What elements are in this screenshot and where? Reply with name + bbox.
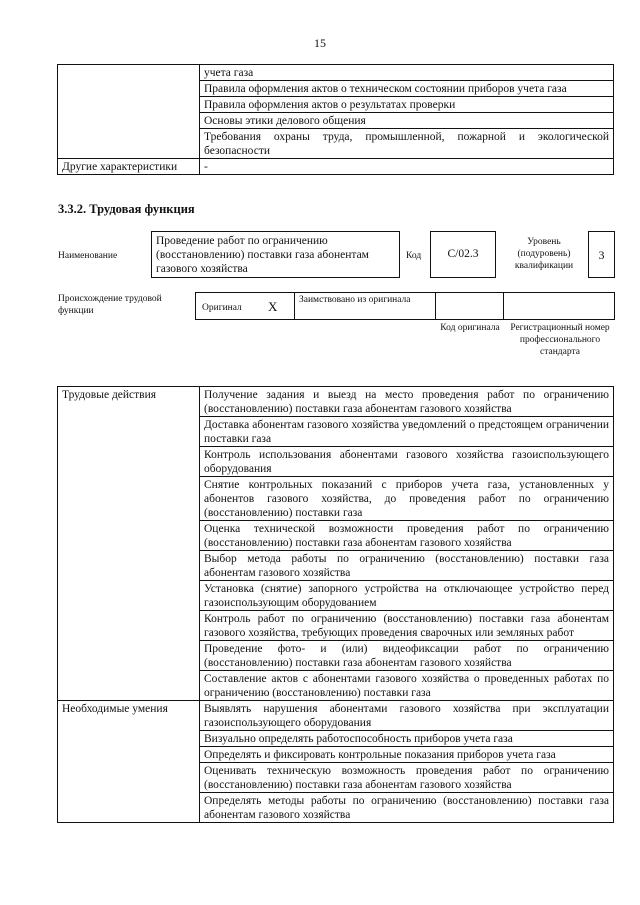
origin-divider-3: [503, 292, 504, 320]
origin-divider-1: [294, 292, 295, 320]
action-item: Контроль работ по ограничению (восстановлению) поставки газа абонентам газового хозяйства, требующих проведения сварочных или земляных работ: [200, 611, 614, 641]
top-table-row: Правила оформления актов о техническом состоянии приборов учета газа: [200, 81, 614, 97]
skill-item: Определять методы работы по ограничению (восстановлению) поставки газа абонентам газового хозяйства: [200, 793, 614, 823]
original-label: Оригинал: [202, 303, 242, 313]
origin-label: Происхождение трудовой функции: [58, 294, 162, 316]
action-item: Снятие контрольных показаний с приборов учета газа, установленных у абонентов газового хозяйства, до проведения работ по ограничению (восстановлению) поставки газа: [200, 477, 614, 521]
borrowed-label: Заимствовано из оригинала: [299, 295, 411, 305]
top-table-empty-cell: [58, 65, 200, 159]
code-box: [430, 231, 496, 278]
skill-item: Визуально определять работоспособность приборов учета газа: [200, 731, 614, 747]
action-item: Проведение фото- и (или) видеофиксации работ по ограничению (восстановлению) поставки газа абонентам газового хозяйства: [200, 641, 614, 671]
action-item: Доставка абонентам газового хозяйства уведомлений о предстоящем ограничении поставки газа: [200, 417, 614, 447]
level-label: Уровень (подуровень) квалификации: [514, 237, 574, 271]
top-table-row: Правила оформления актов о результатах проверки: [200, 97, 614, 113]
top-table: [57, 64, 614, 175]
actions-label: Трудовые действия: [58, 387, 200, 701]
original-mark: X: [268, 299, 278, 314]
action-item: Оценка технической возможности проведения работ по ограничению (восстановлению) поставки газа абонентам газового хозяйства: [200, 521, 614, 551]
function-name: Проведение работ по ограничению (восстановлению) поставки газа абонентам газового хозяйства: [156, 235, 369, 275]
skill-item: Выявлять нарушения абонентами газового хозяйства при эксплуатации газоиспользующего оборудования: [200, 701, 614, 731]
other-characteristics-label: Другие характеристики: [58, 159, 200, 175]
qualification-level: 3: [598, 248, 605, 262]
name-label: Наименование: [58, 251, 118, 261]
top-table-row: Требования охраны труда, промышленной, пожарной и экологической безопасности: [200, 129, 614, 159]
code-label: Код: [406, 251, 422, 261]
section-title: 3.3.2. Трудовая функция: [58, 202, 195, 216]
skills-label: Необходимые умения: [58, 701, 200, 823]
page-number: 15: [314, 36, 326, 50]
action-item: Контроль использования абонентами газового хозяйства газоиспользующего оборудования: [200, 447, 614, 477]
skill-item: Оценивать техническую возможность проведения работ по ограничению (восстановлению) поставки газа абонентам газового хозяйства: [200, 763, 614, 793]
action-item: Установка (снятие) запорного устройства на отключающее устройство перед газоиспользующим оборудованием: [200, 581, 614, 611]
main-table: [57, 386, 614, 823]
top-table-row: Основы этики делового общения: [200, 113, 614, 129]
action-item: Выбор метода работы по ограничению (восстановлению) поставки газа абонентам газового хозяйства: [200, 551, 614, 581]
function-code: C/02.3: [447, 248, 479, 260]
other-characteristics-value: -: [200, 159, 614, 175]
reg-number-caption: Регистрационный номер профессионального стандарта: [510, 323, 610, 357]
name-value-box: [151, 231, 400, 278]
action-item: Составление актов с абонентами газового хозяйства о проведенных работах по ограничению (восстановлению) поставки газа: [200, 671, 614, 701]
origin-divider-2: [435, 292, 436, 320]
action-item: Получение задания и выезд на место проведения работ по ограничению (восстановлению) поставки газа абонентам газового хозяйства: [200, 387, 614, 417]
skill-item: Определять и фиксировать контрольные показания приборов учета газа: [200, 747, 614, 763]
code-original-caption: Код оригинала: [440, 323, 500, 333]
level-box: [588, 231, 615, 278]
top-table-row: учета газа: [200, 65, 614, 81]
